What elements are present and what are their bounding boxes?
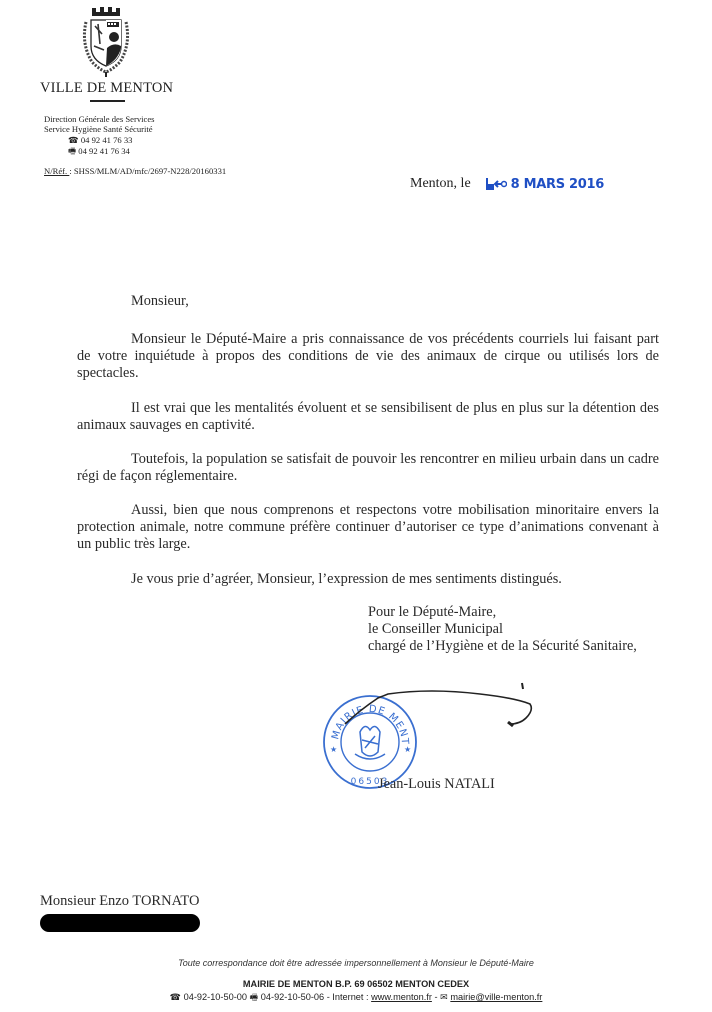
closing-paragraph: Je vous prie d’agréer, Monsieur, l’expression de mes sentiments distingués. [131, 571, 562, 587]
internet-label: - Internet : [324, 992, 372, 1002]
service-name: Service Hygiène Santé Sécurité [44, 124, 153, 134]
body-paragraph: Toutefois, la population se satisfait de pouvoir les rencontrer en milieu urbain dans un cadre régi de façon réglementaire. [77, 451, 659, 484]
footer-note: Toute correspondance doit être adressée impersonnellement à Monsieur le Député-Maire [178, 958, 534, 968]
telephone-icon: ☎ [68, 135, 79, 145]
fax-line [68, 146, 130, 156]
website-link[interactable]: www.menton.fr [371, 992, 432, 1002]
separator: - [431, 992, 441, 1002]
body-paragraph: Monsieur le Député-Maire a pris connaissance de vos précédents courriels lui faisant part de votre inquiétude à propos des conditions de vie des animaux de cirque ou utilisés lors de spectacles. [77, 331, 659, 381]
signature-line: le Conseiller Municipal [368, 621, 503, 637]
fax-icon: 🖷 [249, 992, 259, 1002]
stamp-date: 8 MARS 2016 [510, 176, 605, 192]
seal-postcode: 06503 [350, 777, 390, 787]
date-place: Menton, le [410, 176, 471, 191]
signature-line: Pour le Député-Maire, [368, 604, 497, 620]
date-stamp [485, 177, 604, 192]
reference-label: N/Réf. [44, 166, 70, 176]
department-name: Direction Générale des Services [44, 114, 155, 124]
reference-separator: : [69, 166, 74, 176]
email-link[interactable]: mairie@ville-menton.fr [450, 992, 543, 1002]
telephone-icon: ☎ [169, 992, 182, 1002]
redacted-address [40, 914, 200, 932]
phone-line [68, 135, 132, 145]
fax-icon: 🖷 [68, 146, 77, 156]
signature-block [368, 604, 637, 655]
svg-text:★: ★ [330, 745, 338, 754]
fax-number: 04 92 41 76 34 [78, 146, 130, 156]
seal-text: MAIRIE DE MENT [330, 703, 411, 746]
svg-text:★: ★ [404, 745, 412, 754]
handwritten-signature [340, 680, 550, 730]
date-line [410, 176, 604, 192]
divider [90, 100, 125, 102]
footer-address: MAIRIE DE MENTON B.P. 69 06502 MENTON CEDEX [242, 979, 470, 989]
footer-phone: 04-92-10-50-00 [183, 992, 247, 1002]
reference-line [44, 166, 226, 176]
city-name: VILLE DE MENTON [40, 80, 174, 96]
envelope-icon: ✉ [440, 992, 448, 1002]
arrival-stamp-icon [485, 177, 497, 191]
body-paragraph: Il est vrai que les mentalités évoluent et se sensibilisent de plus en plus sur la détention des animaux sauvages en captivité. [77, 400, 659, 433]
phone-number: 04 92 41 76 33 [80, 135, 133, 145]
coat-of-arms-icon [78, 4, 134, 78]
footer-fax: 04-92-10-50-06 [260, 992, 325, 1002]
signer-name: Jean-Louis NATALI [378, 776, 495, 792]
footer-contact [0, 990, 712, 1006]
body-paragraph: Aussi, bien que nous comprenons et respectons votre mobilisation minoritaire envers la protection animale, notre commune préfère continuer d’autoriser ce type d’animations convenant à un public très large. [77, 502, 659, 552]
signature-line: chargé de l’Hygiène et de la Sécurité Sanitaire, [368, 638, 637, 654]
reference-value: SHSS/MLM/AD/mfc/2697-N228/20160331 [73, 166, 227, 176]
recipient-name: Monsieur Enzo TORNATO [40, 893, 200, 909]
salutation: Monsieur, [131, 293, 189, 309]
